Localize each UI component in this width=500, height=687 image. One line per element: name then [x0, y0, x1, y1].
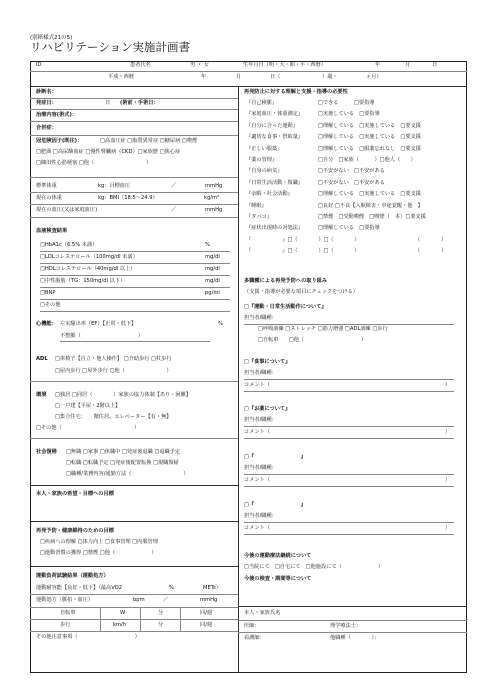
- blood-test-heading: 血液検査結果: [36, 228, 68, 234]
- mets-unit: METs）: [203, 585, 221, 591]
- support-item-options[interactable]: （ ）: [415, 236, 447, 243]
- other-staff-label: 他職種（ ）：: [330, 635, 380, 641]
- page-title: リハビリテーション実施計画書: [30, 40, 190, 54]
- support-item-options[interactable]: □理解している □実施している □要支援: [318, 122, 421, 129]
- current-bp-label: 現在の血圧(又は家庭血圧): [36, 207, 98, 213]
- id-label: ID: [36, 62, 42, 68]
- current-weight-label: 現在の体重: [36, 195, 62, 201]
- date-year: 年: [201, 74, 207, 80]
- target-bp-label: kg：目標血圧: [98, 183, 131, 189]
- divider: [238, 620, 467, 621]
- support-item-options[interactable]: □良好 □不良【入眠障害・中途覚醒・他 】: [318, 202, 423, 209]
- support-item-label: 『自己検脈』: [246, 100, 278, 106]
- block-options-2[interactable]: □自転車 □他（ ）: [258, 337, 367, 343]
- walk-freq: 回/週: [200, 622, 213, 628]
- date-age: ）歳・: [322, 74, 338, 80]
- support-item-options[interactable]: □禁煙 □受動喫煙 □喫煙（ 本）□要支援: [318, 214, 426, 220]
- lvef-label[interactable]: 左室駆出率（EF）【正常・低下】: [60, 321, 137, 327]
- support-item-label: 『タバコ』: [246, 214, 272, 220]
- bpm-unit: bpm: [133, 597, 145, 603]
- divider: [244, 438, 454, 439]
- form-number: (別紙様式21の5): [30, 35, 73, 41]
- ergometer-freq: 回/週: [200, 610, 213, 616]
- divider: [244, 379, 454, 380]
- support-heading: 再発防止に対する理解と支援・指導の必要性: [244, 89, 348, 95]
- support-item-options[interactable]: □理解している □服薬忘れなし □要支援: [318, 145, 421, 152]
- adl-row-1[interactable]: □車椅子【自立・他人操作】 □介助歩行 □杖歩行: [55, 356, 172, 362]
- divider: [30, 135, 238, 136]
- kgm2-unit: kg/m²: [204, 195, 220, 201]
- sex-options[interactable]: 男 ・ 女: [190, 62, 209, 68]
- exercise-rx-label: 運動処方（脈拍・血圧）: [36, 597, 94, 603]
- divider: [40, 311, 230, 312]
- block-comment-label: コメント（: [244, 525, 270, 531]
- divider: [30, 217, 238, 218]
- mmhg-unit: mmHg: [205, 183, 223, 189]
- blood-test-unit: mg/dl: [205, 254, 220, 260]
- support-item-label: 『日常生活活動・復職』: [246, 179, 304, 186]
- adl-row-2[interactable]: □屋内歩行 □屋外歩行 □他（ ）: [55, 368, 172, 374]
- multidisciplinary-heading: 多職種による再発予防への取り組み: [244, 278, 328, 284]
- divider: [244, 474, 454, 475]
- support-item-options[interactable]: □理解している □実施している □要支援: [318, 191, 421, 198]
- divider: [40, 275, 230, 276]
- adl-heading: ADL: [36, 356, 48, 362]
- divider: [30, 177, 238, 178]
- support-item-options[interactable]: □実施している □要指導: [318, 111, 380, 118]
- block-staff-label: 担当者/職種：: [244, 417, 277, 423]
- risk-factors-heading: 冠危険因子(既往)：: [36, 138, 83, 144]
- walk-label: 歩行: [60, 622, 71, 628]
- divider: [40, 251, 230, 252]
- doctor-label: 医師：: [244, 623, 260, 629]
- prevention-heading: 再発予防・健康維持のための目標: [36, 528, 114, 534]
- blood-test-item[interactable]: □中性脂肪（TG：150mg/dl 以下）: [40, 278, 126, 284]
- column-divider: [238, 86, 239, 673]
- block-comment-close: ）: [445, 429, 451, 435]
- date-months: ヶ月）: [366, 74, 382, 80]
- divider: [244, 522, 454, 523]
- exercise-capacity-label: 運動耐容能【良好・低下】（最高VO2: [36, 585, 123, 591]
- cardiac-heading: 心機能：: [36, 321, 57, 327]
- support-item-options[interactable]: □理解している □実施している □要支援: [318, 134, 421, 141]
- divider: [244, 426, 454, 427]
- support-item-label: 『適切な食事・摂取量』: [246, 134, 304, 141]
- divider: [100, 607, 101, 631]
- block-comment-close: ）: [445, 477, 451, 483]
- date-era: 平成・西暦: [108, 74, 134, 80]
- block-staff-label: 担当者/職種：: [244, 513, 277, 519]
- block-title[interactable]: □『 』: [244, 502, 306, 508]
- std-weight-label: 標準体重: [36, 183, 57, 189]
- env-row-1[interactable]: □独居 □同居（ ）家族の協力体制【あり・困難】: [55, 392, 191, 398]
- slash: ／: [171, 183, 177, 189]
- support-item-label: 『家庭血圧・体重測定』: [246, 111, 304, 118]
- ergometer-label: 自転車: [60, 610, 76, 616]
- mmhg-unit: mmHg: [200, 597, 218, 603]
- treatment-label: 治療内容(術式)：: [36, 112, 78, 118]
- nurse-label: 看護師：: [244, 635, 265, 641]
- arrhythmia-label: 不整脈（ ）: [60, 333, 144, 339]
- risk-row-3[interactable]: □陳旧性心筋梗塞 □他（ ）: [36, 160, 152, 166]
- onset-label: 発症日：: [36, 100, 57, 106]
- support-item-options[interactable]: □理解している □要指導: [318, 225, 380, 232]
- multidisciplinary-subheading: （支援・指導が必要な項目にチェックをつける）: [244, 289, 358, 295]
- continuation-options[interactable]: □当院にて □自宅にて □他施設にて（ ）: [244, 564, 384, 570]
- social-row-1[interactable]: □無職 □家事 □休職中 □発症後退職 □退職予定: [66, 449, 181, 455]
- signature-label: 本人・家族氏名: [244, 610, 281, 616]
- blood-test-item[interactable]: □その他: [40, 302, 61, 308]
- continuation-heading: 今後の運動療法継続について: [244, 553, 312, 559]
- divider: [180, 607, 181, 631]
- block-comment-label: コメント（: [244, 382, 270, 388]
- birth-year: 年: [375, 62, 381, 68]
- blood-test-unit: %: [205, 242, 210, 248]
- divider: [30, 381, 238, 382]
- support-item-label: 『自分に合った運動』: [246, 122, 298, 129]
- period-heading: 今後の検査・期間等について: [244, 576, 312, 582]
- support-item-label: 『自身の病気』: [246, 168, 283, 175]
- patient-name-label: 患者氏名: [130, 62, 151, 68]
- divider: [40, 287, 230, 288]
- birthdate-label: 生年月日（明・大・昭・平・西暦）: [243, 62, 327, 68]
- divider: [30, 485, 238, 486]
- support-item-options[interactable]: （ ）: [415, 248, 447, 255]
- blood-test-unit: mg/dl: [205, 266, 220, 272]
- divider: [30, 86, 467, 87]
- blood-test-item[interactable]: □HDLコレステロール（40mg/dl 以上）: [40, 266, 136, 272]
- env-row-2[interactable]: □一戸建【平屋・2階以上】: [55, 403, 121, 409]
- social-row-3[interactable]: □職種/業務内容/通勤方法（ ）: [66, 471, 189, 477]
- slash: ／: [163, 597, 169, 603]
- support-item-label: 『症状出現時の対処法』: [246, 225, 304, 232]
- block-title[interactable]: □『運動・日常生活動作について』: [244, 304, 327, 310]
- onset-day-unit: 日: [105, 100, 111, 106]
- blood-test-item[interactable]: □LDLコレステロール（100mg/dl 未満）: [40, 254, 138, 260]
- walk-min: 分: [158, 622, 164, 628]
- complications-label: 合併症：: [36, 125, 57, 131]
- ex-pct-unit: %：: [169, 585, 180, 591]
- divider: [30, 521, 238, 522]
- social-row-2[interactable]: □転職 □転職予定 □発症後配置転換 □現職復帰: [66, 460, 179, 466]
- blood-test-item[interactable]: □HbA1c（6.5% 未満）: [40, 242, 98, 248]
- risk-row-2[interactable]: □肥満 □高尿酸血症 □慢性腎臓病（CKD）□家族歴 □狭心症: [36, 149, 181, 155]
- divider: [30, 631, 238, 632]
- prevention-row-2[interactable]: □運動習慣の獲得 □禁煙 □他（ ）: [40, 550, 157, 556]
- divider: [238, 632, 467, 633]
- block-staff-label: 担当者/職種：: [244, 465, 277, 471]
- support-item-label: 『余暇・社会活動』: [246, 191, 293, 198]
- ergometer-w: W: [120, 610, 126, 616]
- divider: [244, 391, 454, 392]
- ergometer-min: 分: [158, 610, 164, 616]
- support-item-label: 『薬の管理』: [246, 157, 278, 163]
- env-row-4[interactable]: □その他（ ）: [36, 425, 140, 431]
- block-staff-label: 担当者/職種：: [244, 370, 277, 376]
- mmhg-unit: mmHg: [205, 207, 223, 213]
- divider: [238, 606, 467, 607]
- divider: [30, 71, 467, 72]
- divider: [30, 566, 238, 567]
- blood-test-item[interactable]: □BNP: [40, 290, 56, 296]
- divider: [244, 486, 454, 487]
- support-item-label: 『睡眠』: [246, 202, 267, 209]
- divider: [30, 98, 238, 99]
- birth-day: 日: [432, 62, 438, 68]
- diagnosis-label: 診断名：: [36, 89, 57, 95]
- support-item-options[interactable]: □できる □要指導: [318, 100, 375, 106]
- block-comment-close: ）: [445, 382, 451, 388]
- divider: [30, 438, 238, 439]
- block-options-1[interactable]: □呼吸訓練 □ストレッチ □筋力増強 □ADL訓練 □歩行: [258, 326, 388, 332]
- env-row-3[interactable]: □集合住宅： 階住居、エレベーター【有・無】: [55, 414, 172, 420]
- block-title[interactable]: □『 』: [244, 454, 306, 460]
- support-item-options[interactable]: □自分 □家族（ ）□他人（ ）: [318, 157, 416, 163]
- support-item-label: 『 』□（ ）□（ ）: [246, 236, 360, 243]
- divider: [30, 192, 238, 193]
- prevention-row-1[interactable]: □疾病への理解 □体力向上 □食事管理 □内服管理: [40, 539, 158, 545]
- slash: ／: [171, 207, 177, 213]
- divider: [40, 299, 230, 300]
- date-day: 日（: [270, 74, 281, 80]
- other-notes-label: その他注意事項（ ）: [36, 634, 140, 640]
- divider: [244, 324, 454, 325]
- support-item-options[interactable]: □不安がない □不安がある: [318, 168, 385, 175]
- date-month: 月: [236, 74, 242, 80]
- wishes-heading: 本人・家族の希望・目標への目標: [36, 491, 114, 497]
- divider: [60, 341, 210, 342]
- divider: [140, 607, 141, 631]
- divider: [40, 263, 230, 264]
- pct-unit: %: [218, 321, 223, 327]
- birth-month: 月: [405, 62, 411, 68]
- divider: [30, 109, 238, 110]
- block-title[interactable]: □『お薬について』: [244, 406, 291, 412]
- walk-kmh: km/h: [113, 622, 127, 628]
- block-title[interactable]: □『食事について』: [244, 359, 291, 365]
- surgery-date-label: (術前・手術日：: [120, 100, 159, 106]
- risk-row-1[interactable]: □高血圧症 □脂質異常症 □糖尿病 □喫煙: [100, 138, 198, 144]
- therapist-label: 理学療法士：: [330, 623, 362, 629]
- divider: [30, 619, 238, 620]
- block-comment-label: コメント（: [244, 477, 270, 483]
- divider: [30, 607, 238, 608]
- support-item-label: 『 』□（ ）□（ ）: [246, 248, 360, 255]
- divider: [30, 204, 238, 205]
- divider: [30, 594, 238, 595]
- exercise-test-heading: 運動負荷試験結果（運動処方）: [36, 573, 109, 579]
- blood-test-unit: mg/dl: [205, 278, 220, 284]
- support-item-options[interactable]: □不安がない □不安がある: [318, 179, 385, 186]
- block-staff-label: 担当者/職種：: [244, 315, 277, 321]
- support-item-label: 『正しい服薬』: [246, 145, 283, 152]
- block-comment-label: コメント（: [244, 429, 270, 435]
- divider: [30, 121, 238, 122]
- block-comment-close: ）: [445, 525, 451, 531]
- divider: [244, 534, 454, 535]
- environment-heading: 環境: [36, 392, 47, 398]
- social-heading: 社会復帰: [36, 449, 57, 455]
- bmi-label: kg：BMI（18.5〜24.9）: [98, 195, 158, 201]
- blood-test-unit: pg/ml: [205, 290, 220, 296]
